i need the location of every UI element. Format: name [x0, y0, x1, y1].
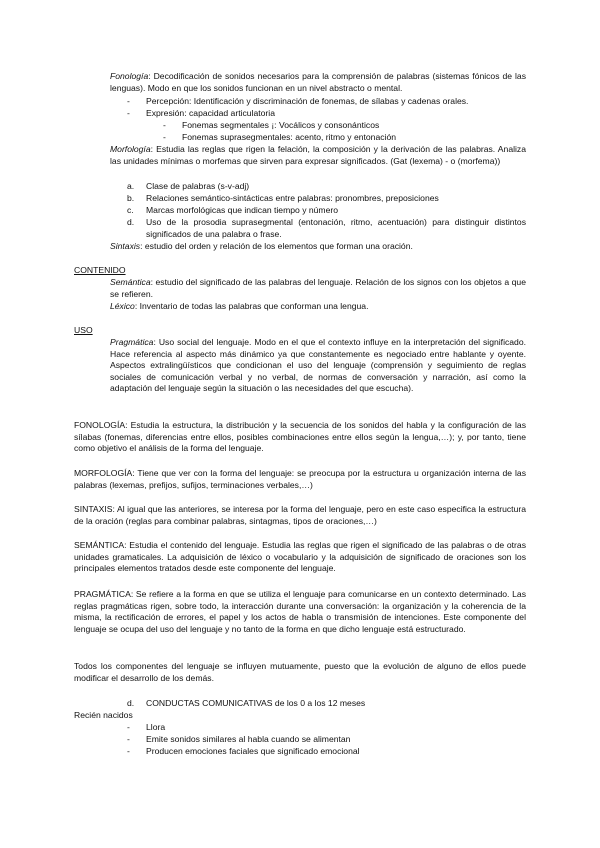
paragraph-sintaxis: SINTAXIS: Al igual que las anteriores, se interesa por la forma del lenguaje, pero en este caso especifica la estructura de la oración (reglas para combinar palabras, sintagmas, tipos de oraciones,…) [74, 504, 526, 526]
lexico-term: Léxico [110, 301, 135, 311]
fonologia-text: : Decodificación de sonidos necesarios para la comprensión de palabras (sistemas fónicos de las lenguas). Modo en que los sonidos funcionan en un nivel abstracto o mental. [110, 71, 526, 93]
conductas-marker: d. [127, 698, 135, 708]
paragraph-pragmatica: PRAGMÁTICA: Se refiere a la forma en que se utiliza el lenguaje para comunicarse en un contexto determinado. Las reglas pragmáticas rigen, sobre todo, la interacción durante una conversación: la organización y la coherencia de la misma, la rectificación de errores, el papel y los actos de habla o transmisión de intenciones. Este componente del lenguaje se ocupa del uso del lenguaje y no tanto de la forma en que dicho lenguaje está estructurado. [74, 589, 526, 634]
morfologia-definition [110, 144, 526, 167]
bullet-dash: - [127, 108, 130, 118]
morfologia-marker-c: c. [127, 205, 134, 215]
fonologia-item-expresion: Expresión: capacidad articulatoria [146, 108, 275, 118]
pragmatica-text: : Uso social del lenguaje. Modo en el que el contexto influye en la interpretación del significado. Hace referencia al aspecto más dinámico ya que constantemente es negociado entre hablante y oyente. Aspectos extralingüísticos que condicionan el uso del lenguaje (comprensión y seguimiento de reglas sociales de comunicación verbal y no verbal, de normas de conversación y narración, así como la adaptación del lenguaje según la situación o las necesidades del que escucha). [110, 337, 526, 394]
semantica-definition [110, 277, 526, 300]
conductas-item-emociones: Producen emociones faciales que significado emocional [146, 746, 360, 756]
bullet-dash: - [127, 734, 130, 744]
fonologia-subitem-suprasegmentales: Fonemas suprasegmentales: acento, ritmo y entonación [182, 132, 397, 142]
conductas-heading: CONDUCTAS COMUNICATIVAS de los 0 a los 12 meses [146, 698, 366, 708]
fonologia-subitem-segmentales: Fonemas segmentales ¡: Vocálicos y consonánticos [182, 120, 380, 130]
morfologia-term: Morfología [110, 144, 151, 154]
morfologia-item-d: Uso de la prosodia suprasegmental (entonación, ritmo, acentuación) para distinguir distintos significados de una palabra o frase. [146, 217, 526, 239]
bullet-dash: - [127, 722, 130, 732]
morfologia-text: : Estudia las reglas que rigen la felación, la composición y la derivación de las palabras. Analiza las unidades mínimas o morfemas que sirven para expresar significados. (Gat (lexema) - o (morfema)) [110, 144, 526, 166]
morfologia-marker-b: b. [127, 193, 135, 203]
morfologia-marker-a: a. [127, 181, 135, 191]
bullet-dash: - [127, 746, 130, 756]
paragraph-semantica: SEMÁNTICA: Estudia el contenido del lenguaje. Estudia las reglas que rigen el significado de las palabras o de otras unidades gramaticales. La adquisición de léxico o vocabulario y la adquisición de significado de oraciones son los principales elementos tratados desde este componente del lenguaje. [74, 540, 526, 574]
contenido-heading: CONTENIDO [74, 265, 126, 275]
paragraph-morfologia: MORFOLOGÍA: Tiene que ver con la forma del lenguaje: se preocupa por la estructura u organización interna de las palabras (lexemas, prefijos, sufijos, terminaciones verbales,…) [74, 468, 526, 490]
semantica-term: Semántica [110, 277, 151, 287]
morfologia-item-a: Clase de palabras (s-v-adj) [146, 181, 250, 191]
bullet-dash: - [163, 132, 166, 142]
bullet-dash: - [163, 120, 166, 130]
conductas-item-sonidos: Emite sonidos similares al habla cuando se alimentan [146, 734, 351, 744]
conductas-subheading: Recién nacidos [74, 710, 133, 720]
lexico-text: : Inventario de todas las palabras que conforman una lengua. [134, 301, 369, 311]
sintaxis-definition [110, 241, 413, 253]
morfologia-marker-d: d. [127, 217, 135, 227]
morfologia-item-b: Relaciones semántico-sintácticas entre palabras: pronombres, preposiciones [146, 193, 439, 203]
paragraph-conclusion: Todos los componentes del lenguaje se influyen mutuamente, puesto que la evolución de alguno de ellos puede modificar el desarrollo de los demás. [74, 661, 526, 683]
pragmatica-definition [110, 337, 526, 395]
sintaxis-text: : estudio del orden y relación de los elementos que forman una oración. [140, 241, 413, 251]
uso-heading: USO [74, 325, 93, 335]
semantica-text: : estudio del significado de las palabras del lenguaje. Relación de los signos con los objetos a que se refieren. [110, 277, 526, 299]
sintaxis-term: Sintaxis [110, 241, 141, 251]
conductas-item-llora: Llora [146, 722, 166, 732]
bullet-dash: - [127, 96, 130, 106]
pragmatica-term: Pragmática [110, 337, 154, 347]
morfologia-item-c: Marcas morfológicas que indican tiempo y número [146, 205, 339, 215]
fonologia-definition [110, 71, 526, 94]
fonologia-term: Fonología [110, 71, 149, 81]
paragraph-fonologia: FONOLOGÍA: Estudia la estructura, la distribución y la secuencia de los sonidos del habla y la configuración de las sílabas (fonemas, diferencias entre ellos, posibles combinaciones entre ellos según la lengua,…); y, por tanto, tiene como objetivo el análisis de la forma del lenguaje. [74, 420, 526, 454]
lexico-definition [110, 301, 368, 313]
fonologia-item-percepcion: Percepción: Identificación y discriminación de fonemas, de sílabas y cadenas orales. [146, 96, 469, 106]
